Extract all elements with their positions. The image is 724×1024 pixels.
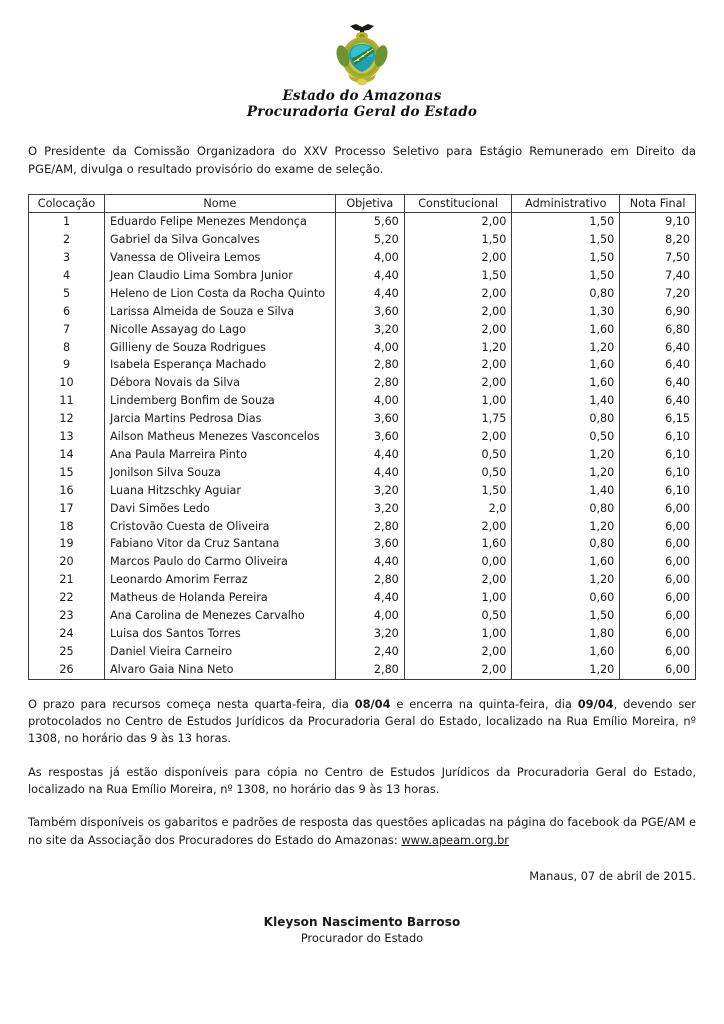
table-row: [29, 500, 696, 518]
cell-nome: Cristovão Cuesta de Oliveira: [105, 518, 336, 536]
cell-constitucional: 1,60: [404, 535, 512, 553]
cell-constitucional: 1,20: [404, 339, 512, 357]
cell-objetiva: 2,40: [335, 643, 404, 661]
cell-constitucional: 1,50: [404, 482, 512, 500]
cell-objetiva: 4,40: [335, 553, 404, 571]
table-row: [29, 303, 696, 321]
cell-colocacao: 6: [29, 303, 105, 321]
cell-administrativo: 1,50: [512, 231, 620, 249]
cell-objetiva: 2,80: [335, 518, 404, 536]
cell-administrativo: 1,20: [512, 518, 620, 536]
cell-nota-final: 6,40: [665, 394, 690, 408]
cell-constitucional: 1,75: [404, 410, 512, 428]
cell-colocacao: 7: [29, 321, 105, 339]
cell-objetiva: 3,60: [335, 428, 404, 446]
table-header: [29, 195, 696, 213]
cell-administrativo: 1,50: [512, 213, 620, 231]
document-body: [0, 143, 724, 945]
cell-constitucional: 0,00: [404, 553, 512, 571]
cell-nome: Ailson Matheus Menezes Vasconcelos: [105, 428, 336, 446]
cell-nota-final: 9,10: [665, 215, 690, 229]
cell-nome: Eduardo Felipe Menezes Mendonça: [105, 213, 336, 231]
cell-constitucional: 2,00: [404, 321, 512, 339]
cell-nota-final: 6,00: [665, 627, 690, 640]
cell-objetiva: 2,80: [335, 661, 404, 679]
cell-objetiva: 3,60: [335, 303, 404, 321]
cell-constitucional: 2,00: [404, 356, 512, 374]
cell-objetiva: 4,40: [335, 446, 404, 464]
table-row: [29, 213, 696, 231]
deadline-text-2: e encerra na quinta-feira, dia: [390, 696, 578, 711]
cell-colocacao: 15: [29, 464, 105, 482]
cell-objetiva: 3,20: [335, 482, 404, 500]
table-row: [29, 482, 696, 500]
table-row: [29, 643, 696, 661]
cell-objetiva: 3,20: [335, 625, 404, 643]
cell-colocacao: 14: [29, 446, 105, 464]
column-header-colocacao: Colocação: [29, 195, 105, 213]
cell-nota-final: 7,40: [665, 268, 690, 282]
cell-administrativo: 0,60: [512, 589, 620, 607]
cell-constitucional: 2,00: [404, 643, 512, 661]
state-name: Estado do Amazonas: [282, 88, 442, 104]
cell-colocacao: 18: [29, 518, 105, 536]
cell-colocacao: 25: [29, 643, 105, 661]
cell-administrativo: 1,40: [512, 392, 620, 410]
cell-objetiva: 2,80: [335, 374, 404, 392]
cell-colocacao: 1: [29, 213, 105, 231]
cell-constitucional: 2,00: [404, 374, 512, 392]
cell-constitucional: 2,00: [404, 285, 512, 303]
cell-nota-final: 6,00: [665, 537, 690, 551]
cell-objetiva: 4,40: [335, 589, 404, 607]
table-row: [29, 589, 696, 607]
cell-colocacao: 11: [29, 392, 105, 410]
cell-objetiva: 4,40: [335, 464, 404, 482]
table-row: [29, 374, 696, 392]
cell-nome: Ana Paula Marreira Pinto: [105, 446, 336, 464]
deadline-date-end: 09/04: [577, 696, 614, 711]
cell-colocacao: 23: [29, 607, 105, 625]
cell-colocacao: 10: [29, 374, 105, 392]
cell-nota-final: 6,00: [665, 555, 690, 569]
column-header-objetiva: Objetiva: [335, 195, 404, 213]
deadline-text-3: , devendo ser protocolados no Centro de Estudos Jurídicos da Procuradoria Geral do Estado, localizado na Rua Emílio Moreira, nº 1308, no horário das 9 às 13 horas.: [28, 696, 696, 746]
cell-colocacao: 16: [29, 482, 105, 500]
cell-objetiva: 2,80: [335, 356, 404, 374]
organization-heading: [0, 88, 724, 121]
place-and-date: Manaus, 07 de abril de 2015.: [529, 869, 696, 884]
cell-nota-final: 6,40: [665, 358, 690, 372]
cell-colocacao: 2: [29, 231, 105, 249]
cell-nota-final: 6,15: [665, 412, 690, 426]
cell-colocacao: 26: [29, 661, 105, 679]
cell-colocacao: 19: [29, 535, 105, 553]
agency-name: Procuradoria Geral do Estado: [246, 104, 478, 121]
cell-colocacao: 17: [29, 500, 105, 518]
table-row: [29, 285, 696, 303]
cell-objetiva: 5,60: [335, 213, 404, 231]
note-deadline: [28, 696, 696, 748]
cell-constitucional: 2,00: [404, 249, 512, 267]
cell-nome: Daniel Vieira Carneiro: [105, 643, 336, 661]
cell-constitucional: 0,50: [404, 446, 512, 464]
cell-constitucional: 2,0: [404, 500, 512, 518]
cell-colocacao: 12: [29, 410, 105, 428]
table-row: [29, 231, 696, 249]
cell-administrativo: 1,20: [512, 339, 620, 357]
cell-administrativo: 1,50: [512, 249, 620, 267]
cell-nome: Luana Hitzschky Aguiar: [105, 482, 336, 500]
cell-nome: Jonilson Silva Souza: [105, 464, 336, 482]
cell-colocacao: 21: [29, 571, 105, 589]
cell-nome: Leonardo Amorim Ferraz: [105, 571, 336, 589]
cell-nome: Davi Simões Ledo: [105, 500, 336, 518]
cell-nome: Lindemberg Bonfim de Souza: [105, 392, 336, 410]
table-row: [29, 535, 696, 553]
cell-constitucional: 1,00: [404, 625, 512, 643]
cell-administrativo: 1,60: [512, 321, 620, 339]
cell-objetiva: 4,40: [335, 285, 404, 303]
cell-nome: Nicolle Assayag do Lago: [105, 321, 336, 339]
cell-objetiva: 4,00: [335, 607, 404, 625]
table-header-row: [29, 195, 696, 213]
results-table: [28, 194, 696, 680]
cell-nota-final: 6,40: [665, 340, 690, 354]
cell-nome: Gillieny de Souza Rodrigues: [105, 339, 336, 357]
cell-colocacao: 4: [29, 267, 105, 285]
table-row: [29, 571, 696, 589]
table-row: [29, 321, 696, 339]
cell-nota-final: 7,20: [665, 286, 690, 300]
table-row: [29, 249, 696, 267]
table-row: [29, 410, 696, 428]
cell-objetiva: 5,20: [335, 231, 404, 249]
cell-nota-final: 8,20: [665, 233, 690, 247]
cell-nota-final: 6,00: [665, 519, 690, 533]
amazonas-coat-of-arms-icon: [334, 22, 390, 88]
cell-objetiva: 4,40: [335, 267, 404, 285]
cell-administrativo: 1,20: [512, 571, 620, 589]
cell-colocacao: 9: [29, 356, 105, 374]
column-header-constitucional: Constitucional: [404, 195, 512, 213]
crest-container: [0, 0, 724, 86]
cell-constitucional: 1,00: [404, 589, 512, 607]
cell-nota-final: 6,00: [665, 591, 690, 605]
cell-nota-final: 6,10: [665, 483, 690, 497]
cell-administrativo: 0,80: [512, 285, 620, 303]
cell-colocacao: 5: [29, 285, 105, 303]
cell-administrativo: 1,60: [512, 553, 620, 571]
column-header-nota-final: Nota Final: [620, 195, 696, 213]
cell-constitucional: 2,00: [404, 213, 512, 231]
table-row: [29, 428, 696, 446]
table-body: [29, 213, 696, 680]
cell-objetiva: 4,00: [335, 249, 404, 267]
cell-administrativo: 1,40: [512, 482, 620, 500]
cell-nota-final: 6,00: [665, 501, 690, 515]
cell-objetiva: 3,60: [335, 410, 404, 428]
cell-nota-final: 6,10: [665, 447, 690, 461]
cell-nota-final: 6,80: [665, 322, 690, 336]
cell-constitucional: 2,00: [404, 571, 512, 589]
table-row: [29, 356, 696, 374]
cell-constitucional: 2,00: [404, 518, 512, 536]
cell-colocacao: 13: [29, 428, 105, 446]
cell-administrativo: 1,20: [512, 661, 620, 679]
cell-nota-final: 6,00: [665, 644, 690, 658]
cell-nota-final: 6,00: [665, 609, 690, 623]
cell-administrativo: 1,80: [512, 625, 620, 643]
cell-objetiva: 4,00: [335, 339, 404, 357]
cell-objetiva: 2,80: [335, 571, 404, 589]
table-row: [29, 553, 696, 571]
cell-administrativo: 1,50: [512, 267, 620, 285]
cell-constitucional: 1,00: [404, 392, 512, 410]
table-row: [29, 518, 696, 536]
table-row: [29, 392, 696, 410]
cell-objetiva: 3,20: [335, 321, 404, 339]
signatory-role: Procurador do Estado: [300, 931, 424, 946]
column-header-administrativo: Administrativo: [512, 195, 620, 213]
cell-administrativo: 1,30: [512, 303, 620, 321]
cell-constitucional: 2,00: [404, 303, 512, 321]
cell-nome: Heleno de Lion Costa da Rocha Quinto: [105, 285, 336, 303]
cell-constitucional: 0,50: [404, 464, 512, 482]
cell-administrativo: 1,60: [512, 374, 620, 392]
cell-administrativo: 1,60: [512, 643, 620, 661]
deadline-text-1: O prazo para recursos começa nesta quarta-feira, dia: [28, 696, 355, 711]
cell-objetiva: 4,00: [335, 392, 404, 410]
cell-constitucional: 1,50: [404, 267, 512, 285]
cell-nome: Matheus de Holanda Pereira: [105, 589, 336, 607]
cell-nome: Jarcia Martins Pedrosa Dias: [105, 410, 336, 428]
cell-administrativo: 1,60: [512, 356, 620, 374]
apeam-website-link[interactable]: www.apeam.org.br: [401, 832, 509, 847]
table-row: [29, 446, 696, 464]
signatory-name: Kleyson Nascimento Barroso: [263, 915, 461, 930]
cell-nome: Jean Claudio Lima Sombra Junior: [105, 267, 336, 285]
cell-nota-final: 6,10: [665, 465, 690, 479]
cell-nota-final: 6,00: [665, 662, 690, 676]
cell-nome: Ana Carolina de Menezes Carvalho: [105, 607, 336, 625]
column-header-nome: Nome: [105, 195, 336, 213]
table-row: [29, 661, 696, 679]
cell-administrativo: 1,50: [512, 607, 620, 625]
cell-nota-final: 6,40: [665, 376, 690, 390]
materials-text: Também disponíveis os gabaritos e padrões de resposta das questões aplicadas na página do facebook da PGE/AM e no site da Associação dos Procuradores do Estado do Amazonas:: [28, 815, 696, 847]
cell-constitucional: 0,50: [404, 607, 512, 625]
cell-nota-final: 6,90: [665, 304, 690, 318]
cell-nome: Luisa dos Santos Torres: [105, 625, 336, 643]
cell-constitucional: 2,00: [404, 661, 512, 679]
table-row: [29, 464, 696, 482]
intro-paragraph: O Presidente da Comissão Organizadora do XXV Processo Seletivo para Estágio Remunerado em Direito da PGE/AM, divulga o resultado provisório do exame de seleção.: [28, 143, 696, 176]
cell-administrativo: 1,20: [512, 446, 620, 464]
table-row: [29, 267, 696, 285]
cell-nome: Marcos Paulo do Carmo Oliveira: [105, 553, 336, 571]
cell-colocacao: 24: [29, 625, 105, 643]
cell-nome: Isabela Esperança Machado: [105, 356, 336, 374]
table-row: [29, 607, 696, 625]
cell-administrativo: 0,80: [512, 500, 620, 518]
cell-colocacao: 20: [29, 553, 105, 571]
table-row: [29, 625, 696, 643]
cell-nota-final: 6,10: [665, 430, 690, 444]
cell-nome: Alvaro Gaia Nina Neto: [105, 661, 336, 679]
cell-nome: Fabiano Vitor da Cruz Santana: [105, 535, 336, 553]
deadline-date-start: 08/04: [354, 696, 391, 711]
note-answers: As respostas já estão disponíveis para cópia no Centro de Estudos Jurídicos da Procuradoria Geral do Estado, localizado na Rua Emílio Moreira, nº 1308, no horário das 9 às 13 horas.: [28, 764, 696, 797]
cell-nota-final: 6,00: [665, 573, 690, 587]
cell-objetiva: 3,20: [335, 500, 404, 518]
cell-nome: Larissa Almeida de Souza e Silva: [105, 303, 336, 321]
cell-nome: Débora Novais da Silva: [105, 374, 336, 392]
cell-nome: Gabriel da Silva Goncalves: [105, 231, 336, 249]
cell-constitucional: 1,50: [404, 231, 512, 249]
cell-constitucional: 2,00: [404, 428, 512, 446]
cell-administrativo: 0,80: [512, 535, 620, 553]
cell-objetiva: 3,60: [335, 535, 404, 553]
cell-colocacao: 8: [29, 339, 105, 357]
cell-administrativo: 1,20: [512, 464, 620, 482]
table-row: [29, 339, 696, 357]
cell-colocacao: 22: [29, 589, 105, 607]
note-materials: [28, 814, 696, 849]
cell-nota-final: 7,50: [665, 250, 690, 264]
cell-administrativo: 0,50: [512, 428, 620, 446]
signature-block: [28, 915, 696, 945]
cell-administrativo: 0,80: [512, 410, 620, 428]
cell-colocacao: 3: [29, 249, 105, 267]
cell-nome: Vanessa de Oliveira Lemos: [105, 249, 336, 267]
